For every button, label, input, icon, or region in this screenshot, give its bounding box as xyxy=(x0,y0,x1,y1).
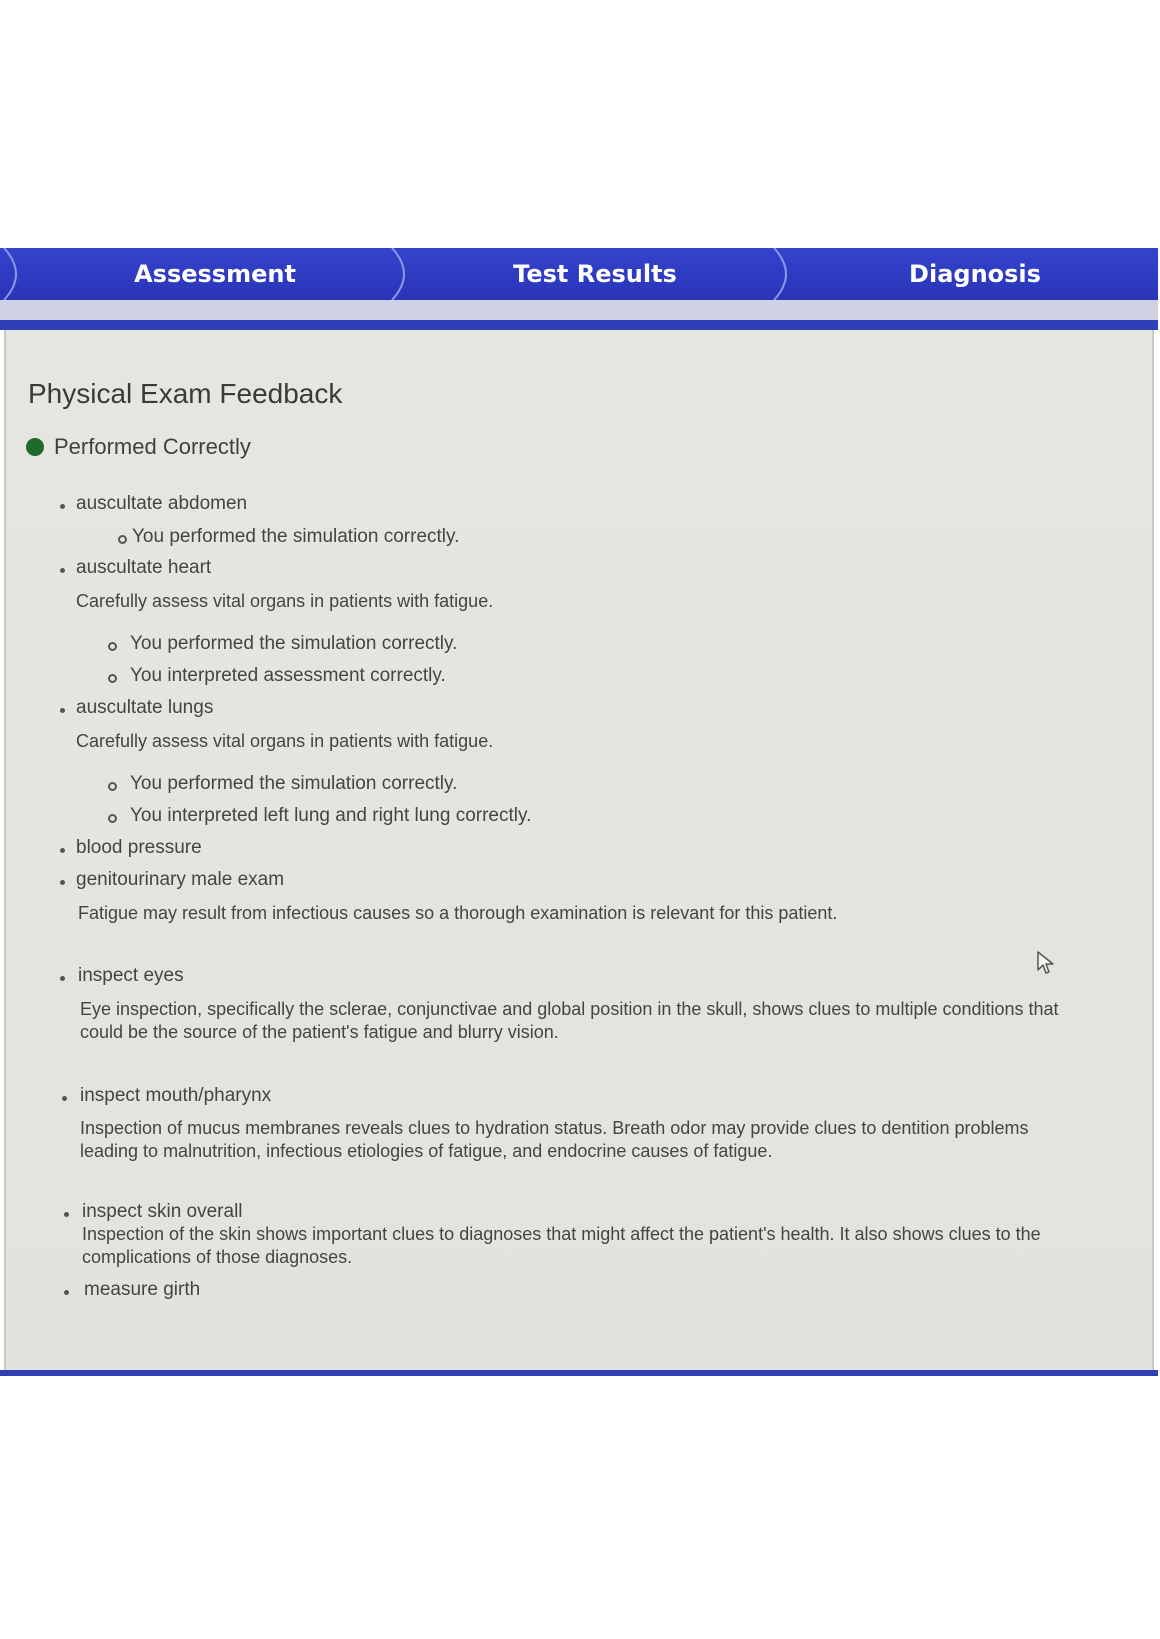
feedback-panel xyxy=(4,330,1154,1370)
tab-underbar xyxy=(0,300,1158,320)
status-label: Performed Correctly xyxy=(54,434,251,459)
item-note: Eye inspection, specifically the sclerae, conjunctivae and global position in the skull, shows clues to multiple conditions that could be the source of the patient's fatigue and blurry vision. xyxy=(80,999,1059,1042)
item-note: Carefully assess vital organs in patients with fatigue. xyxy=(76,731,494,751)
list-item: auscultate abdomen xyxy=(76,493,248,514)
tab-test-results[interactable]: Test Results xyxy=(513,260,677,288)
tab-bar xyxy=(0,248,1158,300)
sub-bullet-icon xyxy=(108,674,117,683)
item-note: Inspection of mucus membranes reveals clues to hydration status. Breath odor may provide clues to dentition problems leading to malnutrition, infectious etiologies of fatigue, and endocrine causes of fatigue. xyxy=(80,1118,1029,1161)
sub-bullet-icon xyxy=(108,814,117,823)
tab-assessment[interactable]: Assessment xyxy=(134,260,296,288)
footer-divider xyxy=(0,1370,1158,1376)
sub-bullet-icon xyxy=(108,782,117,791)
tab-separator xyxy=(0,248,30,300)
bullet-icon xyxy=(62,1096,67,1101)
header-divider xyxy=(0,320,1158,330)
list-item: inspect skin overall xyxy=(82,1201,243,1222)
list-item: blood pressure xyxy=(76,837,202,858)
sub-bullet-icon xyxy=(108,642,117,651)
bullet-icon xyxy=(60,504,65,509)
sub-item: You performed the simulation correctly. xyxy=(132,526,460,547)
page-title: Physical Exam Feedback xyxy=(28,378,343,409)
bullet-icon xyxy=(60,708,65,713)
green-dot-icon xyxy=(26,438,44,456)
item-note: Inspection of the skin shows important clues to diagnoses that might affect the patient's health. It also shows clues to the complications of those diagnoses. xyxy=(82,1224,1041,1267)
list-item: genitourinary male exam xyxy=(76,869,285,890)
list-item: inspect mouth/pharynx xyxy=(80,1085,272,1106)
bullet-icon xyxy=(60,976,65,981)
bullet-icon xyxy=(60,880,65,885)
sub-bullet-icon xyxy=(118,535,127,544)
item-note: Carefully assess vital organs in patients with fatigue. xyxy=(76,591,494,611)
bullet-icon xyxy=(64,1290,69,1295)
bullet-icon xyxy=(64,1212,69,1217)
sub-item: You performed the simulation correctly. xyxy=(130,773,458,794)
mouse-cursor-icon xyxy=(1036,950,1056,981)
list-item: inspect eyes xyxy=(78,965,184,986)
sub-item: You interpreted assessment correctly. xyxy=(130,665,446,686)
bullet-icon xyxy=(60,848,65,853)
sub-item: You performed the simulation correctly. xyxy=(130,633,458,654)
list-item: measure girth xyxy=(84,1279,201,1300)
list-item: auscultate lungs xyxy=(76,697,214,718)
sub-item: You interpreted left lung and right lung correctly. xyxy=(130,805,532,826)
status-header xyxy=(26,434,251,460)
list-item: auscultate heart xyxy=(76,557,212,578)
bullet-icon xyxy=(60,568,65,573)
tab-diagnosis[interactable]: Diagnosis xyxy=(909,260,1041,288)
app-screen xyxy=(0,248,1158,1384)
item-note: Fatigue may result from infectious causes so a thorough examination is relevant for this patient. xyxy=(78,903,838,923)
